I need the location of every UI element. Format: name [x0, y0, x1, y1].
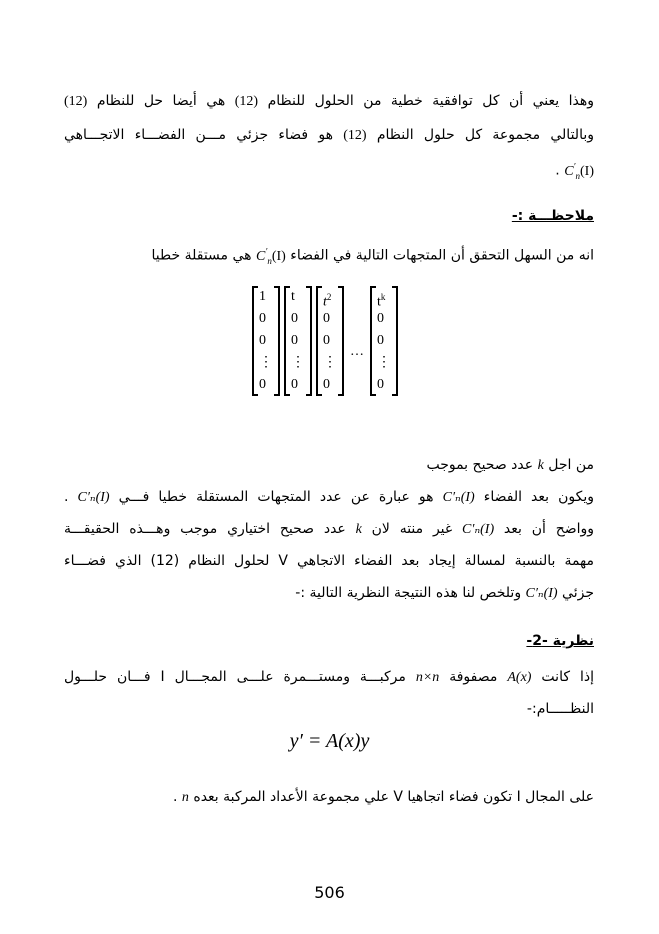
c-letter: C — [256, 248, 266, 264]
space-symbol: C′ₙ(I) — [77, 490, 110, 505]
cell: 0 — [377, 333, 384, 348]
cell: 0 — [377, 311, 384, 326]
space-symbol: C′ₙ(I) — [462, 522, 495, 537]
prime: ′ — [573, 161, 576, 171]
vector-4 — [370, 286, 398, 396]
n-sub: n — [575, 170, 580, 181]
matrix-a: A(x) — [507, 670, 532, 685]
text: وهذا يعني أن كل توافقية خطية من الحلول للنظام — [267, 93, 595, 109]
vector-2 — [284, 286, 312, 396]
interval: (I) — [271, 248, 286, 264]
space-symbol — [564, 161, 594, 181]
cell: 0 — [259, 377, 266, 392]
note-heading: ملاحظـــة :- — [511, 208, 594, 224]
n-sub: n — [267, 255, 272, 266]
cell: 0 — [323, 333, 330, 348]
text: غير منته لان — [371, 521, 453, 537]
cell: ⋮ — [323, 355, 337, 370]
para1-line3 — [64, 155, 594, 186]
text: إذا كانت — [541, 669, 594, 685]
text: مركبـــة ومستـــمرة علـــى المجـــال I فـــان حلـــول — [64, 669, 406, 685]
para2-line5 — [64, 582, 594, 605]
theorem-line3 — [64, 786, 594, 809]
ref: (12) — [343, 128, 367, 143]
k-var: k — [537, 458, 544, 473]
ref: (12) — [64, 94, 88, 109]
text: عدد صحيح بموجب — [426, 457, 534, 473]
space-symbol — [256, 246, 286, 266]
text: مصفوفة — [449, 669, 498, 685]
ref: (12) — [234, 94, 259, 109]
space-symbol: C′ₙ(I) — [525, 586, 558, 601]
cell — [323, 286, 337, 308]
vector-3 — [316, 286, 344, 396]
cell: 0 — [323, 311, 330, 326]
text: هو عبارة عن عدد المتجهات المستقلة خطيا فـــي — [118, 489, 434, 505]
exp: k — [380, 292, 386, 302]
text: وبالتالي مجموعة كل حلول النظام — [376, 127, 594, 143]
text: وتلخص لنا هذه النتيجة النظرية التالية :- — [295, 585, 522, 601]
cell: 0 — [291, 311, 298, 326]
theorem-line1 — [64, 666, 594, 689]
cell: 0 — [259, 311, 266, 326]
cell: 0 — [291, 377, 298, 392]
para1-line2 — [64, 124, 594, 147]
period: . — [64, 489, 69, 505]
text: هو فضاء جزئي مـــن الفضـــاء الاتجـــاهي — [64, 127, 333, 143]
para2-line3 — [64, 518, 594, 541]
text: وواضح أن بعد — [503, 521, 595, 537]
theorem-heading: نظرية -2- — [526, 633, 594, 649]
basis-vectors — [252, 286, 402, 426]
period: . — [555, 162, 560, 179]
cell: t — [291, 289, 295, 304]
text: عدد صحيح اختياري موجب وهـــذه الحقيقـــة — [64, 521, 346, 537]
period: . — [173, 789, 178, 805]
text: هي أيضا حل للنظام — [96, 93, 226, 109]
para2-line1 — [64, 454, 594, 477]
cell: 0 — [377, 377, 384, 392]
interval: (I) — [580, 163, 594, 179]
cell — [377, 286, 391, 308]
cell: ⋮ — [291, 355, 305, 370]
cell: 0 — [259, 333, 266, 348]
theorem-line2: النظـــــام:- — [526, 701, 594, 717]
vector-1 — [252, 286, 280, 396]
exp: 2 — [326, 292, 332, 302]
matrix-size: n×n — [415, 670, 440, 685]
t: t — [377, 294, 381, 310]
para1-line1 — [64, 90, 594, 113]
para2-line4: مهمة بالنسبة لمسالة إيجاد بعد الفضاء الاتجاهي V لحلول النظام (12) الذي فضـــاء — [64, 553, 595, 569]
c-letter: C — [564, 163, 574, 179]
text: ويكون بعد الفضاء — [483, 489, 595, 505]
n-var: n — [181, 790, 189, 805]
cell: 0 — [323, 377, 330, 392]
para2-line2 — [64, 486, 594, 509]
cell: ⋮ — [259, 355, 273, 370]
text: على المجال I تكون فضاء اتجاهيا V علي مجموعة الأعداد المركبة بعده — [193, 789, 594, 805]
text: انه من السهل التحقق أن المتجهات التالية في الفضاء — [290, 247, 594, 264]
prime: ′ — [265, 246, 268, 256]
differential-equation: y′ = A(x)y — [289, 730, 370, 752]
ellipsis: … — [350, 344, 364, 359]
text: من اجل — [548, 457, 594, 473]
page-number: 506 — [314, 883, 345, 902]
cell: ⋮ — [377, 355, 391, 370]
text: هي مستقلة خطيا — [151, 247, 252, 264]
k-var: k — [355, 522, 362, 537]
text: جزئي — [562, 585, 594, 601]
space-symbol: C′ₙ(I) — [442, 490, 475, 505]
note-line1 — [64, 240, 594, 271]
t: t — [323, 294, 327, 310]
cell: 1 — [259, 289, 266, 304]
cell: 0 — [291, 333, 298, 348]
